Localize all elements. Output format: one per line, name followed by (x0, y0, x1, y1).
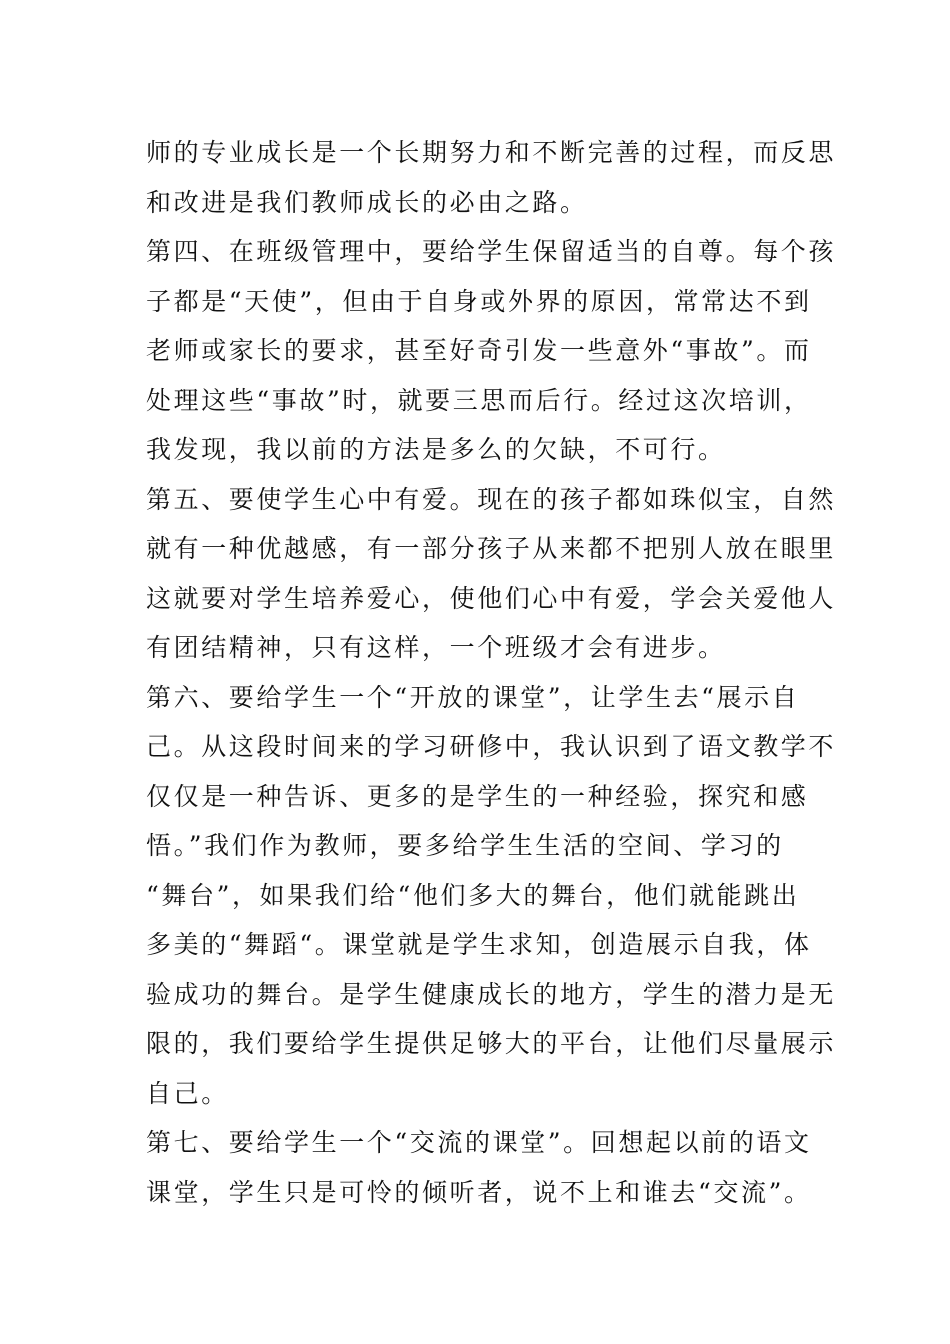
text-line: 老师或家长的要求，甚至好奇引发一些意外“事故”。而 (146, 336, 812, 365)
text-line: 第五、要使学生心中有爱。现在的孩子都如珠似宝，自然 (146, 484, 836, 514)
text-line: 处理这些“事故”时，就要三思而后行。经过这次培训， (146, 385, 812, 415)
text-line: 课堂，学生只是可怜的倾听者，说不上和谁去“交流”。 (146, 1177, 812, 1207)
text-line: 第六、要给学生一个“开放的课堂”，让学生去“展示自 (146, 682, 800, 712)
document-body (146, 128, 836, 1217)
text-line: 悟。”我们作为教师，要多给学生生活的空间、学习的 (146, 831, 784, 860)
text-line: 我发现，我以前的方法是多么的欠缺，不可行。 (146, 435, 726, 464)
text-line: 子都是“天使”，但由于自身或外界的原因，常常达不到 (146, 286, 812, 316)
text-line: 验成功的舞台。是学生健康成长的地方，学生的潜力是无 (146, 979, 836, 1009)
text-line: 第四、在班级管理中，要给学生保留适当的自尊。每个孩 (146, 237, 836, 266)
text-line: 有团结精神，只有这样，一个班级才会有进步。 (146, 633, 726, 662)
text-line: “舞台”，如果我们给“他们多大的舞台，他们就能跳出 (146, 880, 800, 910)
text-line: 限的，我们要给学生提供足够大的平台，让他们尽量展示 (146, 1029, 836, 1058)
text-line: 仅仅是一种告诉、更多的是学生的一种经验，探究和感 (146, 781, 809, 811)
text-line: 第七、要给学生一个“交流的课堂”。回想起以前的语文 (146, 1128, 812, 1157)
text-line: 就有一种优越感，有一部分孩子从来都不把别人放在眼里 (146, 534, 836, 563)
text-line: 师的专业成长是一个长期努力和不断完善的过程，而反思 (146, 138, 836, 167)
text-line: 多美的“舞蹈“。课堂就是学生求知，创造展示自我，体 (146, 930, 812, 959)
text-line: 己。从这段时间来的学习研修中，我认识到了语文教学不 (146, 732, 836, 761)
text-line: 和改进是我们教师成长的必由之路。 (146, 187, 588, 217)
text-line: 这就要对学生培养爱心，使他们心中有爱，学会关爱他人 (146, 583, 836, 613)
text-line: 自己。 (146, 1078, 229, 1108)
